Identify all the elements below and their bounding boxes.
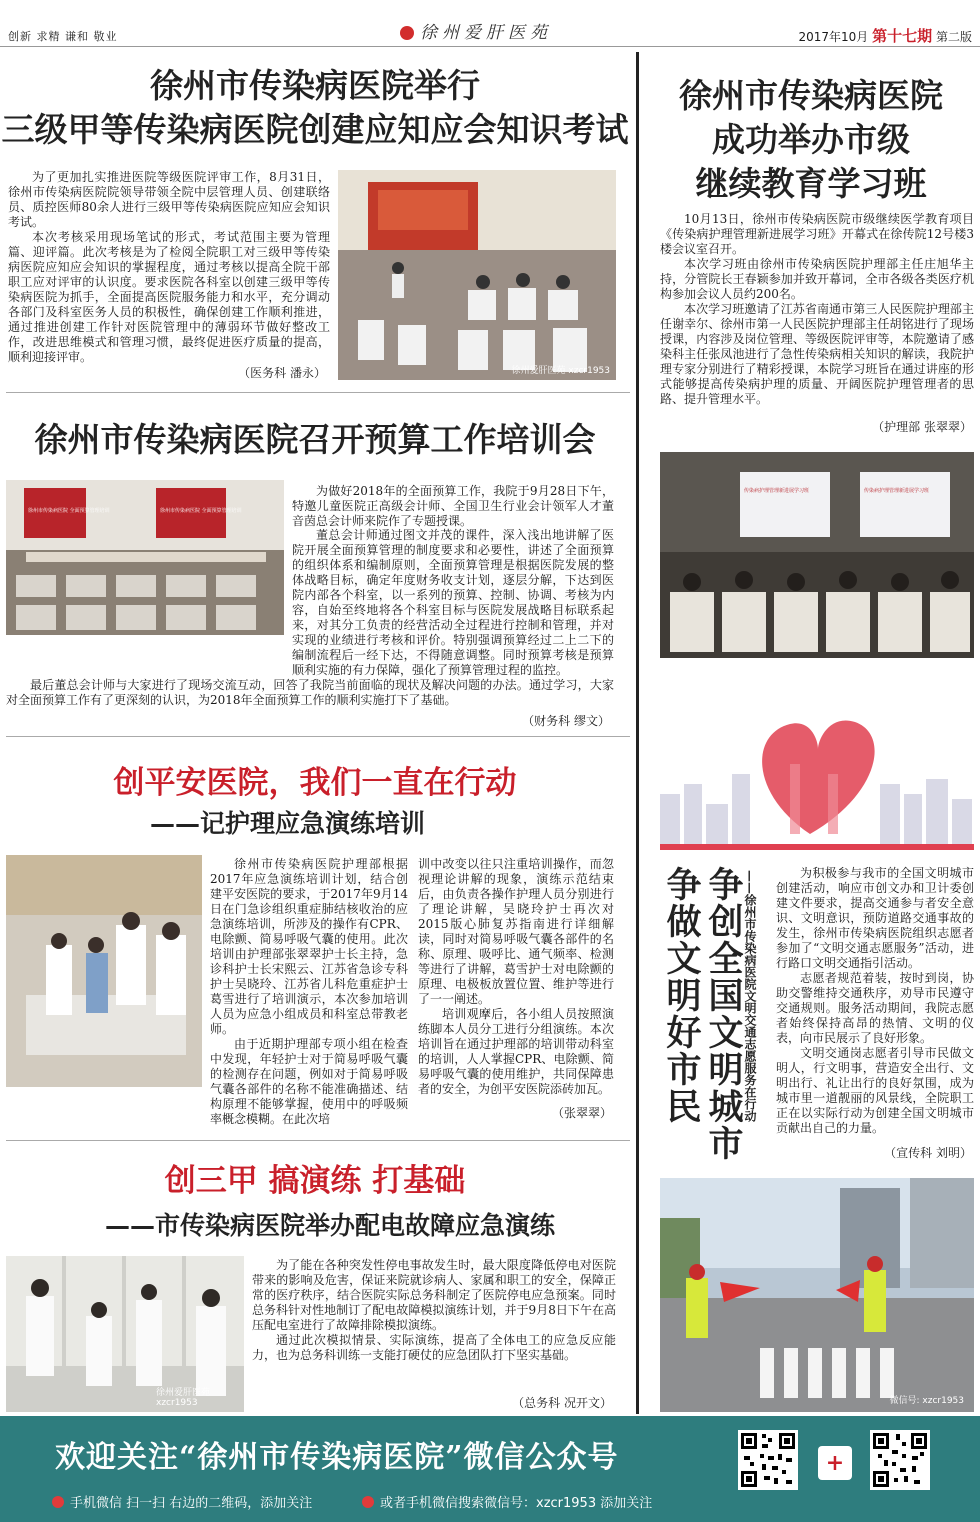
article4-title: 创三甲 搞演练 打基础 (164, 1163, 466, 1199)
article2-signature: （财务科 缪文） (522, 714, 610, 728)
footer-left-tip: 手机微信 扫一扫 右边的二维码，添加关注 (52, 1492, 312, 1511)
article5-slide-text-2: 传染病护理管理新进展学习班 (864, 488, 930, 494)
article2-body-top: 为做好2018年的全面预算工作，我院于9月28日下午，特邀儿童医院正高级会计师、全国卫生行业会计领军人才董音茵总会计师来院作了专题授课。 (292, 484, 614, 528)
article5-title: 徐州市传染病医院 成功举办市级 继续教育学习班 (679, 76, 943, 203)
section-divider (6, 392, 630, 393)
bullet-icon (362, 1496, 374, 1508)
photo-watermark: 微信号: xzcr1953 (889, 1396, 964, 1406)
article3-subtitle: ——记护理应急演练培训 (150, 809, 426, 838)
article3-col1: 徐州市传染病医院护理部根据2017年应急演练培训计划，结合创建平安医院的要求，于2017年9月14日在门急诊组织重症肺结核收治的应急演练培训，所涉及的操作有CPR、电除颤、简易呼吸气囊的使用。此次培训由护理部张翠翠护士长主持，急诊科护士长宋熙云、江苏省急诊专科护士吴晓玲、江苏省儿科危重症护士葛雪进行了培训演示，本次参加培训人员为应急小组成员和科室总带教老师。 由于近期护理部专项小组在检查中发现，年轻护士对于简易呼吸气囊的检测存在问题，例如对于简易呼吸气囊各部件的名称不能准确描述、结构原理不能够掌握，使用中的呼吸频率概念模糊。在此次培 (210, 857, 408, 1126)
article1-body: 为了更加扎实推进医院等级医院评审工作，8月31日，徐州市传染病医院院领导带领全院中层管理人员、创建联络员、质控医师80余人进行三级甲等传染病医院应知应会知识考试。 本次考核采用现场笔试的形式，考试范围主要为管理篇、迎评篇。此次考核是为了检阅全院职工对三级甲等传染病医院应知应会知识的掌握程度，通过考核以提高全院干部职工应对评审的认识度。要求医院各科室以创建三级甲等传染病医院为抓手，全面提高医院服务能力和水平，充分调动各部门及科室医务人员的积极性，确保创建工作顺利推进，通过推进创建工作针对医院管理中的薄弱环节做好整改工作，改进思维模式和管理习惯，最终促进医疗质量的提高，顺利迎接评审。 (8, 170, 330, 364)
article6-body: 为积极参与我市的全国文明城市创建活动，响应市创文办和卫计委创建文件要求，提高交通参与者安全意识、文明意识，预防道路交通事故的发生，徐州市传染病医院组织志愿者参加了“文明交通志愿服务”活动，进行路口文明交通指引活动。 志愿者规范着装，按时到岗，协助交警维持交通秩序，劝导市民遵守交通规则。服务活动期间，我院志愿者始终保持高昂的热情、文明的仪表，向市民展示了良好形象。 文明交通岗志愿者引导市民做文明人，行文明事，营造安全出行、文明出行、礼让出行的良好氛围，成为城市里一道靓丽的风景线，全院职工正在以实际行动为创建全国文明城市贡献出自己的力量。 (776, 866, 974, 1135)
photo-watermark: 徐州爱肝医苑 xzcr1953 (511, 366, 610, 376)
qr-code-icon[interactable] (738, 1430, 798, 1490)
article4-signature: （总务科 况开文） (512, 1396, 612, 1410)
article2-body-main: 董总会计师通过图文并茂的课件，深入浅出地讲解了医院开展全面预算管理的制度要求和必要性，讲述了全面预算的组织体系和编制原则，全面预算管理是根据医院发展的整体战略目标，确定年度财务收支计划，逐层分解，下达到医院内部各个科室，以一系列的预算、控制、协调、考核为内容，自始至终地将各个科室目标与医院发展战略目标联系起来，对其分工负责的经营活动全过程进行控制和管理，并对实现的业绩进行考核和评价。特别强调预算经过二上二下的编制流程后一经下达，不得随意调整。同时预算考核是预算顺利实施的有力保障，强化了预算管理过程的监控。 最后董总会计师与大家进行了现场交流互动，回答了我院当前面临的现状及解决问题的办法。通过学习，大家对全面预算工作有了更深刻的认识，为2018年全面预算工作的顺利实施打下了基础。 (6, 528, 614, 707)
issue-date: 2017年10月 (798, 30, 869, 44)
article1-title: 徐州市传染病医院举行 三级甲等传染病医院创建应知应会知识考试 (1, 66, 629, 149)
wechat-footer (0, 1416, 980, 1522)
footer-right-tip: 或者手机微信搜索微信号：xzcr1953 添加关注 (362, 1492, 652, 1511)
edition: 第二版 (935, 30, 972, 44)
article3-signature: （张翠翠） (551, 1106, 612, 1120)
hospital-logo-icon: + (818, 1446, 852, 1480)
article3-col2: 训中改变以往只注重培训操作，而忽视理论讲解的现象，演练示范结束后，由负责各操作护理人员分别进行了理论讲解，吴晓玲护士再次对2015版心肺复苏指南进行详细解读，同时对简易呼吸气囊各部件的名称、原理、吸呼比、通气频率、检测等进行了讲解，葛雪护士对电除颤的原理、电极板放置位置、维护等进行了一一阐述。 培训观摩后，各小组人员按照演练脚本人员分工进行分组演练。本次培训旨在通过护理部的培训带动科室的培训，人人掌握CPR、电除颤、简易呼吸气囊的使用维护，共同保障患者的安全，为创平安医院添砖加瓦。 (418, 857, 614, 1096)
article1-photo (338, 170, 616, 380)
issue-info (799, 25, 973, 46)
article3-title: 创平安医院，我们一直在行动 (113, 765, 517, 801)
article6-title-a: 争创全国文明城市 (703, 866, 744, 1162)
article2-title: 徐州市传染病医院召开预算工作培训会 (34, 420, 596, 459)
section-divider (6, 736, 630, 737)
bullet-icon (52, 1496, 64, 1508)
photo-watermark: 徐州爱肝医苑 xzcr1953 (156, 1388, 211, 1408)
article4-subtitle: ——市传染病医院举办配电故障应急演练 (104, 1211, 555, 1240)
article5-signature: （护理部 张翠翠） (872, 420, 972, 434)
hospital-logo-icon (400, 26, 414, 40)
article5-body: 10月13日，徐州市传染病医院市级继续医学教育项目《传染病护理管理新进展学习班》开幕式在徐传院12号楼3楼会议室召开。 本次学习班由徐州市传染病医院护理部主任庄旭华主持，分管院长王春颖参加并致开幕词，全市各级各类医疗机构参加会议人员约200名。 本次学习班邀请了江苏省南通市第三人民医院护理部主任谢幸尔、徐州市第一人民医院护理部主任胡铭进行了现场授课，内容涉及岗位管理、等级医院评审等，本院邀请了感染科主任张凤池进行了急性传染病相关知识的解读，我院护理专家分别进行了精彩授课，本院学习班旨在通过讲座的形式能够提高传染病护理的质量、开阔医院护理管理者的思路、提升管理水平。 (660, 212, 974, 406)
civilization-banner (660, 694, 974, 850)
article4-photo (6, 1256, 244, 1412)
masthead-title: 徐州爱肝医苑 (400, 18, 552, 43)
article5-photo (660, 452, 974, 658)
article2-slide-text-1: 徐州市传染病医院 全面预算管理培训 (28, 508, 110, 514)
column-divider (636, 52, 639, 1414)
article2-slide-text-2: 徐州市传染病医院 全面预算管理培训 (160, 508, 242, 514)
article5-slide-text-1: 传染病护理管理新进展学习班 (744, 488, 810, 494)
article3-photo (6, 855, 202, 1087)
qr-code-icon[interactable] (870, 1430, 930, 1490)
article4-body: 为了能在各种突发性停电事故发生时，最大限度降低停电对医院带来的影响及危害，保证来院就诊病人、家属和职工的安全，保障正常的医疗秩序，结合医院实际总务科制定了医院停电应急预案。同时总务科针对性地制订了配电故障模拟演练计划，并于9月8日下午在高压配电室进行了故障排除模拟演练。 通过此次模拟情景、实际演练，提高了全体电工的应急反应能力，也为总务科训练一支能打硬仗的应急团队打下坚实基础。 (252, 1258, 616, 1362)
footer-headline: 欢迎关注“徐州市传染病医院”微信公众号 (55, 1440, 619, 1475)
motto: 创新 求精 谦和 敬业 (8, 30, 118, 43)
article6-subtitle: ——徐州市传染病医院文明交通志愿服务在行动 (743, 870, 757, 1122)
masthead-bar (0, 0, 980, 47)
article6-photo (660, 1178, 974, 1412)
article1-signature: （医务科 潘永） (238, 366, 326, 380)
section-divider (6, 1140, 630, 1141)
article6-title-b: 争做文明好市民 (661, 866, 702, 1125)
issue-number: 第十七期 (872, 27, 933, 45)
article6-signature: （宣传科 刘明） (884, 1146, 972, 1160)
